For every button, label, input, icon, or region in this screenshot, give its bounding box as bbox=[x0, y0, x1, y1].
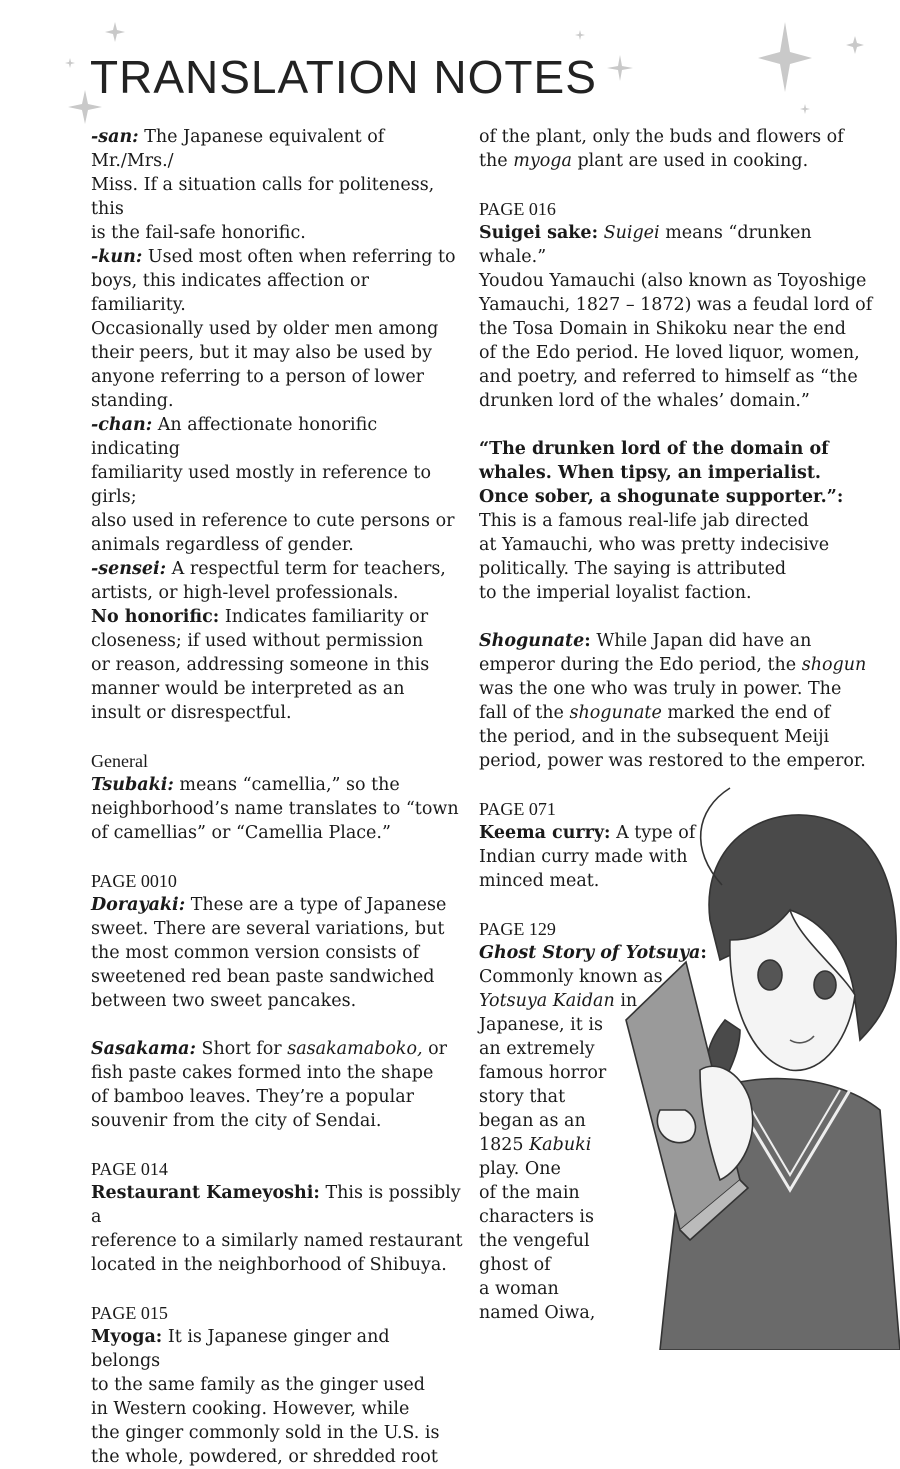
note-line: sweet. There are several variations, but bbox=[91, 919, 445, 939]
note-line: anyone referring to a person of lower bbox=[91, 367, 425, 387]
section-heading-page-129: PAGE 129 bbox=[479, 919, 556, 939]
note-line: or reason, addressing someone in this bbox=[91, 655, 430, 675]
sparkle-icon bbox=[800, 104, 810, 114]
note-line: the whole, powdered, or shredded root bbox=[91, 1447, 438, 1467]
italic-word: shogunate bbox=[569, 703, 662, 723]
term: -chan: bbox=[91, 415, 153, 435]
note-line: Yotsuya Kaidan in bbox=[479, 991, 638, 1011]
note-line: Indian curry made with bbox=[479, 847, 688, 867]
note-line: This is a famous real-life jab directed bbox=[479, 511, 809, 531]
note-line: sweetened red bean paste sandwiched bbox=[91, 967, 435, 987]
note-line: emperor during the Edo period, the shogun bbox=[479, 655, 867, 675]
note-keema: Keema curry: A type of bbox=[479, 823, 696, 843]
note-line: Youdou Yamauchi (also known as Toyoshige bbox=[479, 271, 867, 291]
note-line: standing. bbox=[91, 391, 174, 411]
note-line: a woman bbox=[479, 1279, 559, 1299]
term: Restaurant Kameyoshi: bbox=[91, 1183, 320, 1203]
note-line: the myoga plant are used in cooking. bbox=[479, 151, 809, 171]
note-line: 1825 Kabuki bbox=[479, 1135, 592, 1155]
note-line: politically. The saying is attributed bbox=[479, 559, 787, 579]
note-line: Japanese, it is bbox=[479, 1015, 603, 1035]
note-line: to the imperial loyalist faction. bbox=[479, 583, 752, 603]
italic-word: Yotsuya Kaidan bbox=[479, 991, 615, 1011]
note-line: the Tosa Domain in Shikoku near the end bbox=[479, 319, 846, 339]
note-line: Yamauchi, 1827 – 1872) was a feudal lord of bbox=[479, 295, 873, 315]
note-sasakama: Sasakama: Short for sasakamaboko, or bbox=[91, 1039, 448, 1059]
note-line: to the same family as the ginger used bbox=[91, 1375, 425, 1395]
italic-word: sasakamaboko, bbox=[287, 1039, 423, 1059]
note-line: the ginger commonly sold in the U.S. is bbox=[91, 1423, 440, 1443]
note-suigei: Suigei sake: Suigei means “drunken whale.” bbox=[479, 223, 812, 267]
note-line: Commonly known as bbox=[479, 967, 663, 987]
note-line: closeness; if used without permission bbox=[91, 631, 424, 651]
note-dorayaki: Dorayaki: These are a type of Japanese bbox=[91, 895, 447, 915]
note-line: neighborhood’s name translates to “town bbox=[91, 799, 459, 819]
note-sensei: -sensei: A respectful term for teachers, bbox=[91, 559, 446, 579]
note-line: drunken lord of the whales’ domain.” bbox=[479, 391, 810, 411]
note-line: period, power was restored to the emperor. bbox=[479, 751, 866, 771]
note-line: fall of the shogunate marked the end of bbox=[479, 703, 831, 723]
note-line: characters is bbox=[479, 1207, 594, 1227]
italic-word: Suigei bbox=[603, 223, 660, 243]
page-title: TRANSLATION NOTES bbox=[90, 51, 597, 103]
note-line: reference to a similarly named restaurant bbox=[91, 1231, 463, 1251]
note-line: the period, and in the subsequent Meiji bbox=[479, 727, 830, 747]
note-line: Occasionally used by older men among bbox=[91, 319, 439, 339]
section-heading-page-016: PAGE 016 bbox=[479, 199, 556, 219]
term: Dorayaki: bbox=[91, 895, 186, 915]
note-line: the most common version consists of bbox=[91, 943, 420, 963]
term: -san: bbox=[91, 127, 139, 147]
note-san: -san: The Japanese equivalent of Mr./Mrs./ bbox=[91, 127, 385, 171]
note-line: souvenir from the city of Sendai. bbox=[91, 1111, 382, 1131]
section-heading-general: General bbox=[91, 751, 148, 771]
note-quote-term: whales. When tipsy, an imperialist. bbox=[479, 463, 821, 483]
term: Keema curry: bbox=[479, 823, 611, 843]
note-line: boys, this indicates affection or familiarity. bbox=[91, 271, 369, 315]
note-quote-term: “The drunken lord of the domain of bbox=[479, 439, 829, 459]
note-line: their peers, but it may also be used by bbox=[91, 343, 433, 363]
term: Myoga: bbox=[91, 1327, 163, 1347]
section-heading-page-071: PAGE 071 bbox=[479, 799, 556, 819]
note-line: of the main bbox=[479, 1183, 580, 1203]
note-line: ghost of bbox=[479, 1255, 551, 1275]
section-heading-page-0010: PAGE 0010 bbox=[91, 871, 177, 891]
note-line: minced meat. bbox=[479, 871, 600, 891]
note-line: began as an bbox=[479, 1111, 586, 1131]
term: Tsubaki: bbox=[91, 775, 174, 795]
note-line: insult or disrespectful. bbox=[91, 703, 292, 723]
note-shogunate: Shogunate: While Japan did have an bbox=[479, 631, 812, 651]
note-kun: -kun: Used most often when referring to bbox=[91, 247, 456, 267]
left-column bbox=[91, 125, 463, 1469]
note-line: of camellias” or “Camellia Place.” bbox=[91, 823, 391, 843]
italic-word: myoga bbox=[513, 151, 572, 171]
section-heading-page-014: PAGE 014 bbox=[91, 1159, 168, 1179]
note-line: the vengeful bbox=[479, 1231, 590, 1251]
note-line: famous horror bbox=[479, 1063, 607, 1083]
note-line: is the fail-safe honorific. bbox=[91, 223, 306, 243]
note-line: animals regardless of gender. bbox=[91, 535, 354, 555]
note-line: story that bbox=[479, 1087, 566, 1107]
note-line: also used in reference to cute persons or bbox=[91, 511, 455, 531]
note-line: between two sweet pancakes. bbox=[91, 991, 357, 1011]
note-line: artists, or high-level professionals. bbox=[91, 583, 399, 603]
sparkle-icon bbox=[65, 58, 75, 68]
term: -kun: bbox=[91, 247, 143, 267]
note-line: located in the neighborhood of Shibuya. bbox=[91, 1255, 447, 1275]
note-chan: -chan: An affectionate honorific indicating bbox=[91, 415, 378, 459]
note-line: familiarity used mostly in reference to girls; bbox=[91, 463, 432, 507]
sparkle-icon bbox=[846, 36, 864, 54]
note-yotsuya: Ghost Story of Yotsuya: bbox=[479, 943, 707, 963]
term: -sensei: bbox=[91, 559, 167, 579]
note-line: of the plant, only the buds and flowers of bbox=[479, 127, 844, 147]
section-heading-page-015: PAGE 015 bbox=[91, 1303, 168, 1323]
term: Sasakama: bbox=[91, 1039, 196, 1059]
note-line: fish paste cakes formed into the shape bbox=[91, 1063, 434, 1083]
sparkle-icon bbox=[575, 30, 585, 40]
term: No honorific: bbox=[91, 607, 220, 627]
note-line: at Yamauchi, who was pretty indecisive bbox=[479, 535, 830, 555]
note-line: was the one who was truly in power. The bbox=[479, 679, 842, 699]
italic-word: Kabuki bbox=[529, 1135, 592, 1155]
sparkle-icon bbox=[105, 22, 125, 42]
italic-word: shogun bbox=[801, 655, 867, 675]
note-line: in Western cooking. However, while bbox=[91, 1399, 410, 1419]
note-quote-term: Once sober, a shogunate supporter.”: bbox=[479, 487, 844, 507]
note-myoga: Myoga: It is Japanese ginger and belongs bbox=[91, 1327, 390, 1371]
note-kameyoshi: Restaurant Kameyoshi: This is possibly a bbox=[91, 1183, 461, 1227]
narrow-block bbox=[479, 797, 874, 1325]
note-line: an extremely bbox=[479, 1039, 595, 1059]
note-line: play. One bbox=[479, 1159, 561, 1179]
sparkle-icon bbox=[607, 55, 633, 81]
sparkle-icon bbox=[758, 22, 812, 92]
note-line: and poetry, and referred to himself as “the bbox=[479, 367, 858, 387]
note-line: of bamboo leaves. They’re a popular bbox=[91, 1087, 415, 1107]
term: Suigei sake: bbox=[479, 223, 599, 243]
right-column bbox=[479, 125, 874, 1325]
term: Shogunate bbox=[479, 631, 585, 651]
note-line: of the Edo period. He loved liquor, women, bbox=[479, 343, 860, 363]
note-tsubaki: Tsubaki: means “camellia,” so the bbox=[91, 775, 400, 795]
note-line: Miss. If a situation calls for politeness, this bbox=[91, 175, 435, 219]
note-line: named Oiwa, bbox=[479, 1303, 596, 1323]
term: Ghost Story of Yotsuya bbox=[479, 943, 701, 963]
note-no-honorific: No honorific: Indicates familiarity or bbox=[91, 607, 429, 627]
note-line: manner would be interpreted as an bbox=[91, 679, 405, 699]
